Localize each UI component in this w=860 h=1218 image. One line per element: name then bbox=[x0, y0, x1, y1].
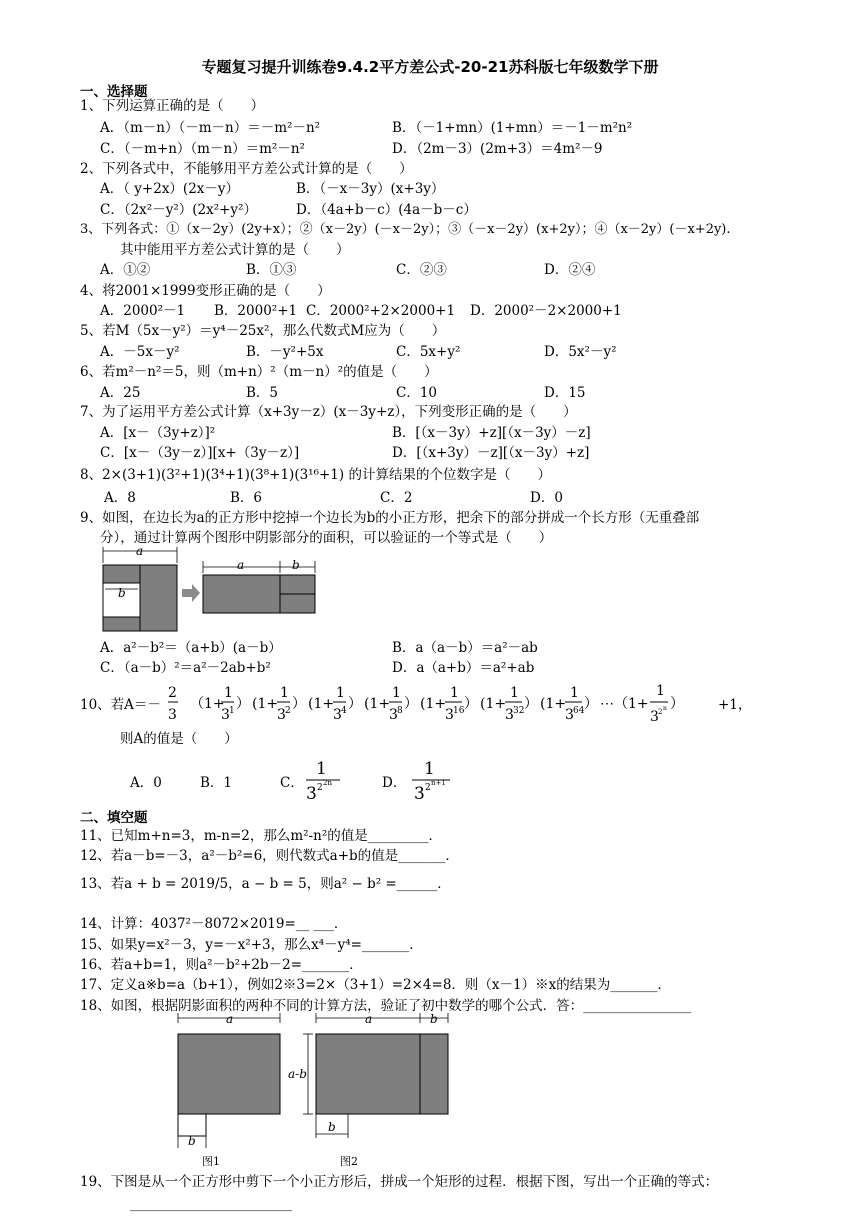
q18-fig2-label-b2: b bbox=[328, 1120, 336, 1134]
q10-stem-continued: 则A的值是（ ） bbox=[120, 731, 238, 747]
svg-text:1: 1 bbox=[656, 683, 665, 699]
svg-text:3: 3 bbox=[565, 707, 574, 723]
q18-fig1-label-b: b bbox=[188, 1134, 196, 1148]
svg-text:⋯（1+: ⋯（1+ bbox=[600, 696, 649, 712]
q6-option-b: B．5 bbox=[246, 385, 279, 401]
svg-text:3: 3 bbox=[168, 707, 177, 723]
q4-option-c: C．2000²+2×2000+1 bbox=[306, 303, 456, 319]
q7-stem: 7、为了运用平方差公式计算（x+3y－z）(x－3y+z），下列变形正确的是（ ） bbox=[80, 404, 577, 420]
svg-text:）: ） bbox=[236, 696, 250, 712]
q16: 16、若a+b=1，则a²－b²+2b－2=_______． bbox=[80, 957, 363, 973]
q2-option-a: A．（ y+2x）(2x－y） bbox=[100, 181, 240, 197]
svg-text:（1+: （1+ bbox=[190, 696, 225, 712]
q10-option-a: A．0 bbox=[130, 775, 162, 791]
q10-tail: +1， bbox=[718, 697, 752, 713]
q10-option-c: C． bbox=[280, 775, 304, 791]
q3-option-d: D．②④ bbox=[544, 262, 596, 278]
q5-option-d: D．5x²－y² bbox=[544, 344, 617, 360]
svg-text:1: 1 bbox=[424, 759, 435, 779]
q9-stem: 9、如图，在边长为a的正方形中挖掉一个边长为b的小正方形，把余下的部分拼成一个长方形（无重叠部 bbox=[80, 510, 700, 526]
page-title: 专题复习提升训练卷9.4.2平方差公式-20-21苏科版七年级数学下册 bbox=[201, 58, 659, 76]
q8-option-b: B．6 bbox=[230, 490, 263, 506]
svg-text:3: 3 bbox=[306, 784, 317, 804]
q19: 19、下图是从一个正方形中剪下一个小正方形后，拼成一个矩形的过程．根据下图，写出一个正确的等式： bbox=[80, 1174, 719, 1190]
svg-text:）: ） bbox=[464, 696, 478, 712]
q12: 12、若a－b=－3，a²－b²=6，则代数式a+b的值是_______． bbox=[80, 848, 459, 864]
q9-option-d: D．a（a+b）＝a²+ab bbox=[392, 660, 535, 676]
q9-label-b: b bbox=[118, 586, 126, 600]
q19-blank: ________________________ bbox=[130, 1196, 292, 1212]
svg-text:）: ） bbox=[292, 696, 306, 712]
q1-option-c: C．（－m+n）（m－n）＝m²－n² bbox=[100, 141, 305, 157]
q18-fig1-caption-text: 图1 bbox=[202, 1155, 220, 1168]
q5-stem: 5、若M（5x－y²）＝y⁴－25x²，那么代数式M应为（ ） bbox=[80, 323, 446, 339]
svg-text:）: ） bbox=[348, 696, 362, 712]
q9-option-a: A．a²－b²＝（a+b）(a－b） bbox=[100, 640, 282, 656]
svg-text:1: 1 bbox=[280, 685, 289, 701]
svg-text:64: 64 bbox=[573, 706, 585, 716]
svg-text:16: 16 bbox=[453, 706, 465, 716]
svg-text:3: 3 bbox=[414, 784, 425, 804]
q10-lead: 10、若A＝－ bbox=[80, 697, 161, 713]
svg-text:）: ） bbox=[404, 696, 418, 712]
q2-stem: 2、下列各式中，不能够用平方差公式计算的是（ ） bbox=[80, 161, 413, 177]
q5-option-b: B．－y²+5x bbox=[246, 344, 324, 360]
svg-text:1: 1 bbox=[510, 685, 519, 701]
svg-text:）: ） bbox=[670, 696, 684, 712]
svg-text:(1+: (1+ bbox=[364, 696, 391, 712]
q6-option-d: D．15 bbox=[544, 385, 586, 401]
svg-text:n+1: n+1 bbox=[431, 779, 446, 787]
svg-text:3: 3 bbox=[277, 707, 286, 723]
q18-fig2-label-b: b bbox=[430, 1012, 438, 1026]
svg-text:(1+: (1+ bbox=[252, 696, 279, 712]
q5-option-a: A．－5x－y² bbox=[100, 344, 180, 360]
q10-option-b: B．1 bbox=[200, 775, 233, 791]
q3-stem-continued: 其中能用平方差公式计算的是（ ） bbox=[120, 242, 350, 258]
q5-option-c: C．5x+y² bbox=[396, 344, 461, 360]
q8-option-c: C．2 bbox=[380, 490, 413, 506]
q4-option-b: B．2000²+1 bbox=[214, 303, 298, 319]
svg-text:2: 2 bbox=[317, 783, 323, 793]
svg-text:1: 1 bbox=[316, 759, 327, 779]
svg-text:3: 3 bbox=[505, 707, 514, 723]
svg-text:1: 1 bbox=[229, 706, 235, 716]
q11: 11、已知m+n=3，m-n=2，那么m²-n²的值是_________． bbox=[80, 828, 442, 844]
q1-option-a: A．（m－n）（－m－n）＝－m²－n² bbox=[100, 120, 321, 136]
q1-option-b: B．（－1+mn）(1+mn）＝－1－m²n² bbox=[392, 120, 633, 136]
q8-option-d: D．0 bbox=[530, 490, 563, 506]
q17: 17、定义a※b=a（b+1），例如2※3=2×（3+1）=2×4=8．则（x－1）※x的结果为_______． bbox=[80, 977, 671, 993]
q9-stem-continued: 分），通过计算两个图形中阴影部分的面积，可以验证的一个等式是（ ） bbox=[100, 530, 553, 546]
q3-option-a: A．①② bbox=[100, 262, 151, 278]
svg-text:）: ） bbox=[524, 696, 538, 712]
svg-text:3: 3 bbox=[333, 707, 342, 723]
svg-text:(1+: (1+ bbox=[540, 696, 567, 712]
q14: 14、计算：4037²－8072×2019=__ ___． bbox=[80, 916, 348, 932]
q7-option-b: B．[（x－3y）+z][（x－3y）－z] bbox=[392, 425, 591, 441]
svg-text:1: 1 bbox=[336, 685, 345, 701]
svg-text:8: 8 bbox=[397, 706, 403, 716]
q18-figure bbox=[170, 1010, 470, 1150]
section-choice: 一、选择题 bbox=[80, 84, 148, 100]
q8-stem: 8、2×(3+1)(3²+1)(3⁴+1)(3⁸+1)(3¹⁶+1) 的计算结果的个位数字是（ ） bbox=[80, 467, 551, 483]
q6-option-a: A．25 bbox=[100, 385, 141, 401]
q18: 18、如图，根据阴影面积的两种不同的计算方法，验证了初中数学的哪个公式．答：________________ bbox=[80, 998, 692, 1014]
q7-option-c: C．[x－（3y－z）][x+（3y－z）] bbox=[100, 445, 300, 461]
arrow-icon bbox=[182, 584, 200, 602]
q3-option-c: C．②③ bbox=[396, 262, 447, 278]
q7-option-d: D．[（x+3y）－z][（x－3y）+z] bbox=[392, 445, 590, 461]
q2-option-c: C．（2x²－y²）(2x²+y²） bbox=[100, 202, 257, 218]
q9-label-a2: a bbox=[237, 558, 245, 572]
svg-text:1: 1 bbox=[450, 685, 459, 701]
q18-fig2-caption-text: 图2 bbox=[340, 1155, 358, 1168]
q3-stem: 3、下列各式：①（x－2y）(2y+x）；②（x－2y）(－x－2y）；③（－x－2y）(x+2y）；④（x－2y）(－x+2y). bbox=[80, 222, 731, 237]
svg-text:1: 1 bbox=[224, 685, 233, 701]
q18-fig2-label-amb: a-b bbox=[288, 1067, 307, 1081]
q18-fig2-label-a: a bbox=[365, 1012, 373, 1026]
q10-option-d-fraction bbox=[406, 752, 456, 804]
q6-option-c: C．10 bbox=[396, 385, 438, 401]
q4-option-d: D．2000²－2×2000+1 bbox=[470, 303, 622, 319]
q6-stem: 6、若m²－n²＝5，则（m+n）²（m－n）²的值是（ ） bbox=[80, 364, 438, 380]
svg-text:）: ） bbox=[584, 696, 598, 712]
q4-option-a: A．2000²－1 bbox=[100, 303, 186, 319]
svg-text:2: 2 bbox=[285, 706, 291, 716]
q15: 15、如果y=x²－3，y=－x²+3，那么x⁴－y⁴=_______． bbox=[80, 937, 423, 953]
svg-text:3: 3 bbox=[389, 707, 398, 723]
q18-fig1-label-a: a bbox=[226, 1012, 234, 1026]
svg-text:3: 3 bbox=[221, 707, 230, 723]
q7-option-a: A．[x－（3y+z）]² bbox=[100, 425, 216, 441]
q1-stem: 1、下列运算正确的是（ ） bbox=[80, 98, 265, 114]
q4-stem: 4、将2001×1999变形正确的是（ ） bbox=[80, 283, 331, 299]
svg-text:(1+: (1+ bbox=[480, 696, 507, 712]
q10-option-c-fraction bbox=[300, 752, 350, 804]
q8-option-a: A．8 bbox=[104, 490, 136, 506]
svg-text:3: 3 bbox=[650, 709, 659, 725]
svg-text:32: 32 bbox=[513, 706, 525, 716]
svg-text:2: 2 bbox=[658, 708, 663, 716]
svg-text:4: 4 bbox=[341, 706, 347, 716]
q1-option-d: D．（2m－3）(2m+3）＝4m²－9 bbox=[392, 141, 603, 157]
q13: 13、若a + b = 2019/5，a − b = 5，则a² − b² =______． bbox=[80, 876, 451, 892]
q3-option-b: B．①③ bbox=[246, 262, 297, 278]
q9-figure bbox=[100, 545, 325, 635]
svg-text:3: 3 bbox=[445, 707, 454, 723]
svg-text:(1+: (1+ bbox=[308, 696, 335, 712]
svg-text:1: 1 bbox=[392, 685, 401, 701]
q18-fig2-rectangle bbox=[316, 1034, 448, 1114]
q9-option-c: C．（a－b）²＝a²－2ab+b² bbox=[100, 660, 271, 676]
q9-option-b: B．a（a－b）＝a²－ab bbox=[392, 640, 538, 656]
svg-text:2: 2 bbox=[425, 783, 431, 793]
svg-text:2: 2 bbox=[168, 685, 177, 701]
q10-expression bbox=[168, 680, 778, 726]
q2-option-d: D．（4a+b－c）(4a－b－c） bbox=[296, 202, 477, 218]
q9-label-b2: b bbox=[292, 558, 300, 572]
svg-text:2n: 2n bbox=[323, 779, 332, 787]
section-fill: 二、填空题 bbox=[80, 810, 148, 826]
svg-text:n: n bbox=[663, 705, 667, 712]
svg-text:(1+: (1+ bbox=[420, 696, 447, 712]
q2-option-b: B．（－x－3y）(x+3y） bbox=[296, 181, 445, 197]
q9-label-a: a bbox=[136, 545, 144, 558]
svg-text:1: 1 bbox=[570, 685, 579, 701]
q10-option-d: D． bbox=[382, 775, 407, 791]
